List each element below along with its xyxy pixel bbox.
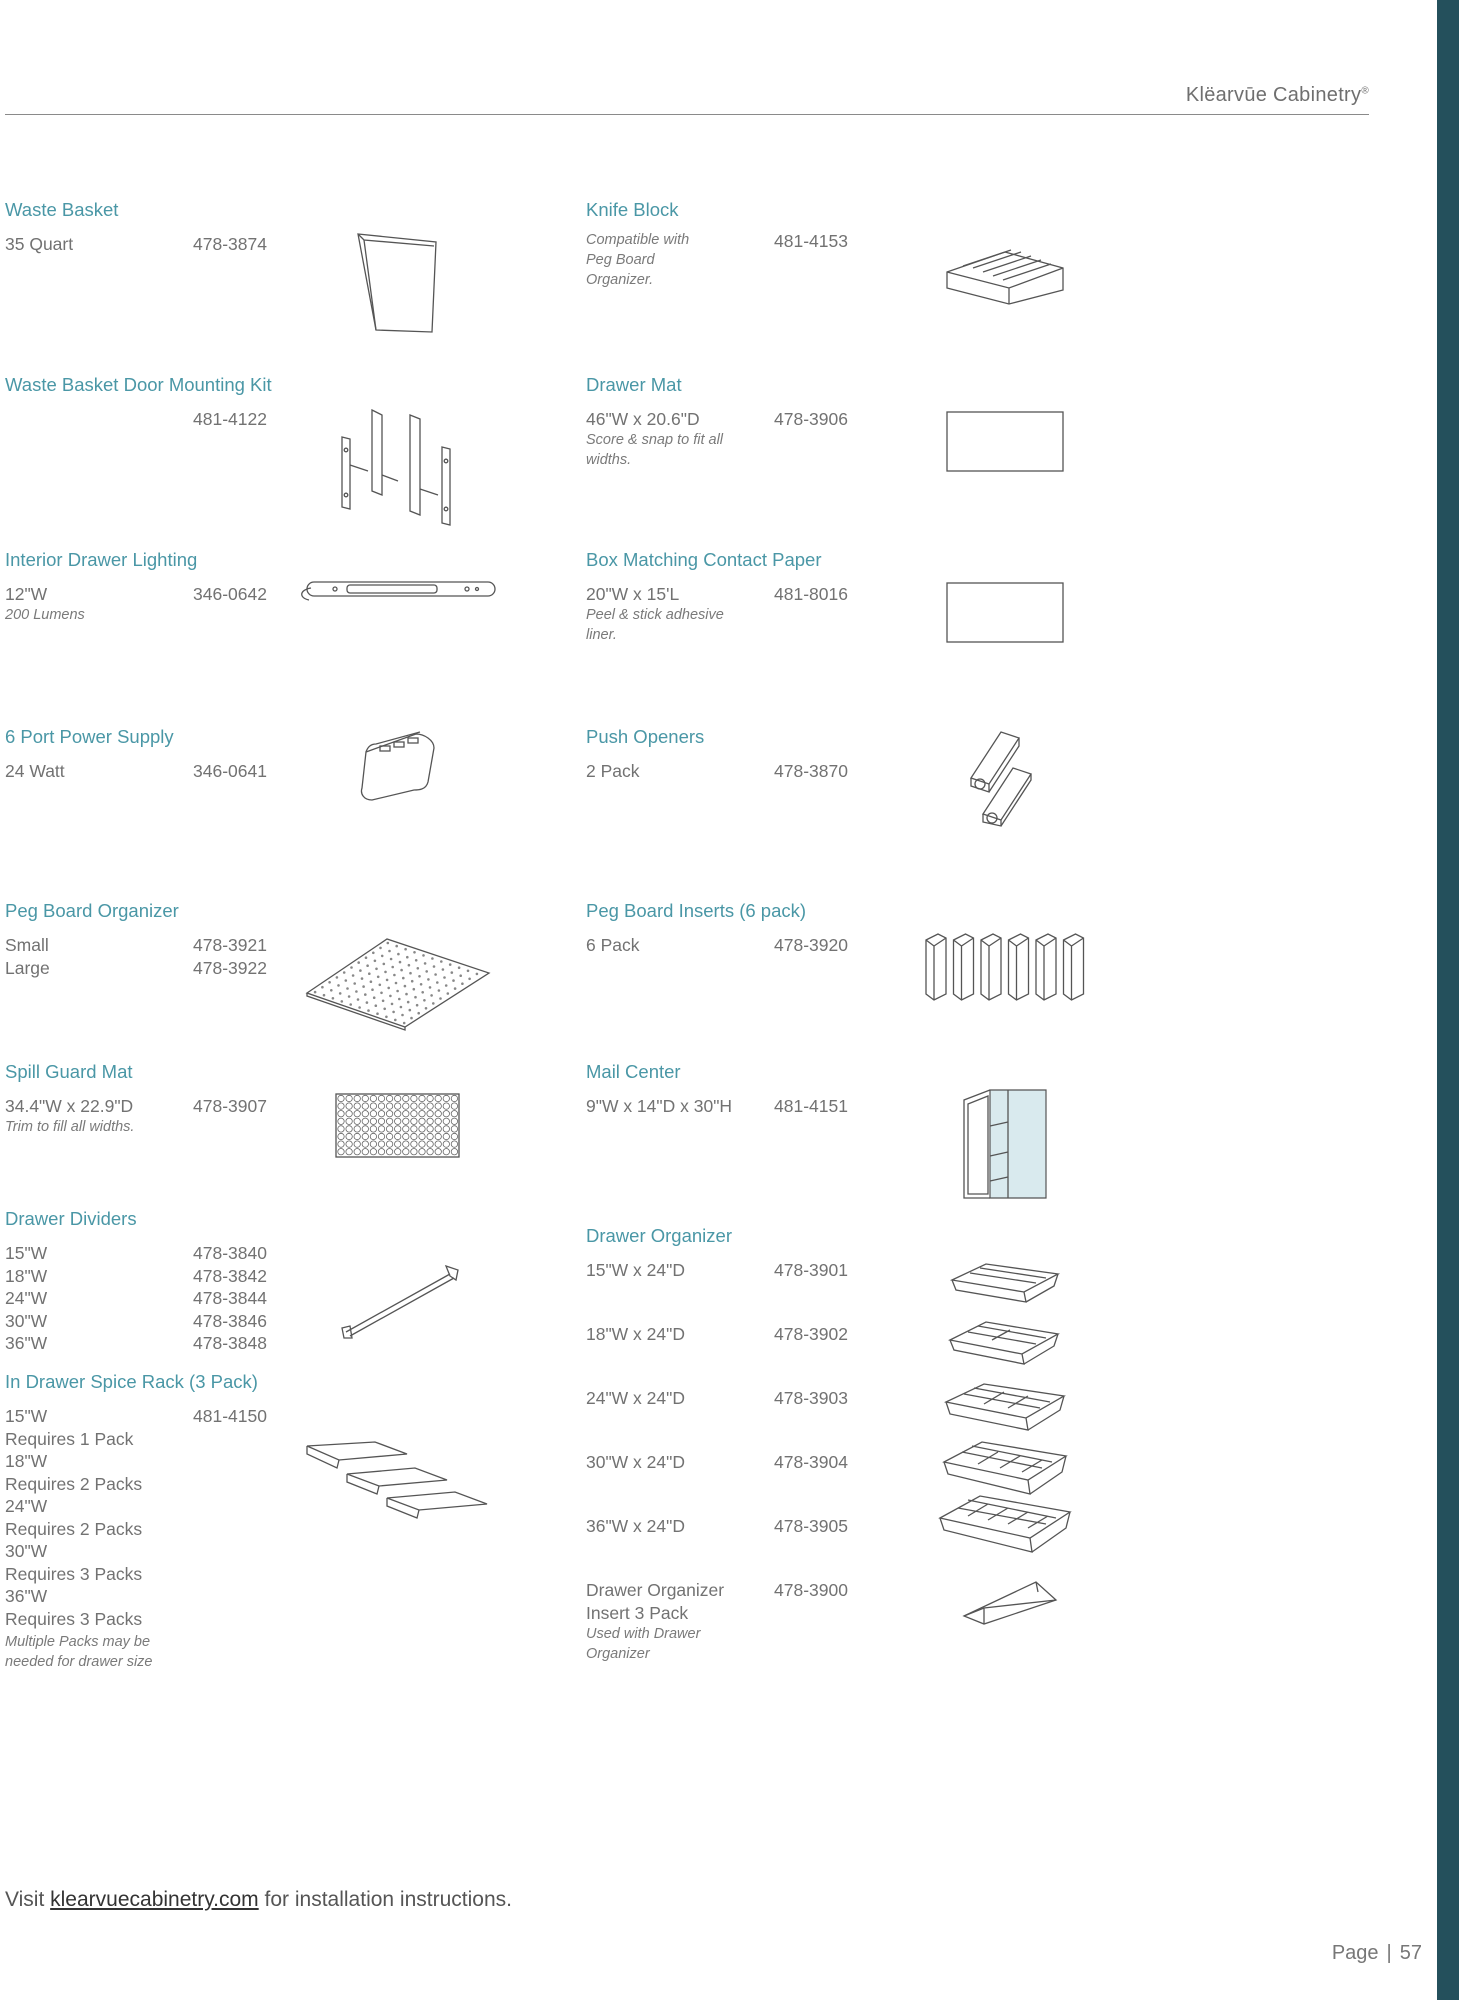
spice-rack-line: Requires 2 Packs — [5, 1473, 143, 1494]
mail-center-image — [962, 1086, 1052, 1201]
spice-rack-line: 24"W — [5, 1496, 48, 1516]
lighting-code: 346-0642 — [193, 584, 267, 604]
organizer-code: 478-3903 — [774, 1388, 848, 1408]
push-openers-image — [955, 728, 1045, 828]
divider-rod-image — [338, 1258, 463, 1340]
organizer-size: 18"W x 24"D — [586, 1324, 685, 1344]
knife-block-title: Knife Block — [586, 199, 679, 220]
spice-rack-title: In Drawer Spice Rack (3 Pack) — [5, 1371, 258, 1392]
pegboard-image — [305, 935, 490, 1030]
spice-rack-line: 15"W — [5, 1406, 48, 1426]
lighting-title: Interior Drawer Lighting — [5, 549, 198, 570]
organizer-code: 478-3904 — [774, 1452, 848, 1472]
drawer-mat-size: 46"W x 20.6"D — [586, 409, 700, 429]
dividers-code: 478-3844 — [193, 1288, 267, 1308]
lighting-note: 200 Lumens — [5, 607, 85, 623]
contact-paper-title: Box Matching Contact Paper — [586, 549, 822, 570]
spice-rack-code: 481-4150 — [193, 1406, 267, 1426]
spill-mat-code: 478-3907 — [193, 1096, 267, 1116]
mail-center-title: Mail Center — [586, 1061, 681, 1082]
mail-center-code: 481-4151 — [774, 1096, 848, 1116]
pegboard-size-large: Large — [5, 958, 50, 978]
organizer-size: 24"W x 24"D — [586, 1388, 685, 1408]
push-openers-code: 478-3870 — [774, 761, 848, 781]
spice-rack-line: 30"W — [5, 1541, 48, 1561]
spice-rack-line: Requires 1 Pack — [5, 1428, 134, 1449]
spice-rack-line: Requires 2 Packs — [5, 1518, 143, 1539]
contact-paper-code: 481-8016 — [774, 584, 848, 604]
spill-mat-size: 34.4"W x 22.9"D — [5, 1096, 134, 1116]
footer-note: Visit klearvuecabinetry.com for installation instructions. — [5, 1888, 512, 1911]
power-supply-image — [358, 730, 438, 805]
dividers-code: 478-3848 — [193, 1333, 267, 1353]
waste-basket-image — [348, 228, 458, 338]
organizer-size: 15"W x 24"D — [586, 1260, 685, 1280]
spill-mat-title: Spill Guard Mat — [5, 1061, 133, 1082]
spice-rack-line: 18"W — [5, 1451, 48, 1471]
drawer-organizer-title: Drawer Organizer — [586, 1225, 732, 1246]
spill-mat-note: Trim to fill all widths. — [5, 1119, 135, 1135]
dividers-size: 18"W — [5, 1265, 48, 1286]
dividers-code: 478-3846 — [193, 1310, 267, 1331]
drawer-organizer-image — [950, 1258, 1060, 1304]
mail-center-size: 9"W x 14"D x 30"H — [586, 1096, 733, 1116]
spice-rack-note: Multiple Packs may be needed for drawer size — [5, 1634, 153, 1670]
power-supply-title: 6 Port Power Supply — [5, 726, 174, 747]
organizer-code: 478-3905 — [774, 1516, 848, 1536]
drawer-organizer-image — [948, 1316, 1060, 1366]
mounting-kit-image — [338, 405, 463, 530]
organizer-code: 478-3901 — [774, 1260, 848, 1280]
organizer-insert-line2: Insert 3 Pack — [586, 1602, 689, 1623]
knife-block-image — [945, 238, 1065, 308]
contact-paper-image — [946, 582, 1064, 644]
spice-rack-line: Requires 3 Packs — [5, 1608, 143, 1629]
organizer-insert-line1: Drawer Organizer — [586, 1580, 725, 1600]
spill-mat-image — [335, 1093, 460, 1158]
contact-paper-size: 20"W x 15'L — [586, 584, 680, 604]
organizer-size: 36"W x 24"D — [586, 1516, 685, 1536]
drawer-mat-code: 478-3906 — [774, 409, 848, 429]
dividers-size: 30"W — [5, 1310, 48, 1331]
organizer-insert-image — [960, 1578, 1060, 1626]
spice-rack-image — [305, 1440, 490, 1520]
peg-inserts-size: 6 Pack — [586, 935, 640, 955]
peg-inserts-code: 478-3920 — [774, 935, 848, 955]
power-supply-size: 24 Watt — [5, 761, 65, 781]
drawer-organizer-image — [944, 1378, 1066, 1432]
pegboard-code-large: 478-3922 — [193, 958, 267, 978]
dividers-title: Drawer Dividers — [5, 1208, 137, 1229]
website-link[interactable]: klearvuecabinetry.com — [50, 1888, 259, 1911]
dividers-code: 478-3842 — [193, 1265, 267, 1286]
pegboard-code-small: 478-3921 — [193, 935, 267, 955]
brand-name: Klëarvūe Cabinetry® — [1185, 84, 1369, 106]
contact-paper-note: Peel & stick adhesive liner. — [586, 607, 724, 643]
push-openers-size: 2 Pack — [586, 761, 640, 781]
knife-block-note: Compatible with Peg Board Organizer. — [586, 232, 690, 288]
drawer-mat-title: Drawer Mat — [586, 374, 682, 395]
page-number: Page | 57 — [1331, 1942, 1422, 1964]
dividers-size: 15"W — [5, 1243, 48, 1263]
drawer-organizer-image — [942, 1436, 1068, 1496]
sidebar-accent-bar — [1437, 0, 1459, 2000]
organizer-code: 478-3902 — [774, 1324, 848, 1344]
organizer-insert-note: Used with Drawer Organizer — [586, 1626, 701, 1662]
mounting-kit-code: 481-4122 — [193, 409, 267, 429]
dividers-code: 478-3840 — [193, 1243, 267, 1263]
waste-basket-size: 35 Quart — [5, 234, 74, 254]
power-supply-code: 346-0641 — [193, 761, 267, 781]
pegboard-size-small: Small — [5, 935, 49, 955]
peg-inserts-title: Peg Board Inserts (6 pack) — [586, 900, 807, 921]
dividers-size: 24"W — [5, 1288, 48, 1308]
knife-block-code: 481-4153 — [774, 231, 848, 251]
push-openers-title: Push Openers — [586, 726, 705, 747]
pegboard-title: Peg Board Organizer — [5, 900, 179, 921]
mounting-kit-title: Waste Basket Door Mounting Kit — [5, 374, 272, 395]
waste-basket-code: 478-3874 — [193, 234, 267, 254]
peg-inserts-image — [922, 932, 1087, 1002]
drawer-mat-note: Score & snap to fit all widths. — [586, 432, 724, 468]
lighting-size: 12"W — [5, 584, 48, 604]
drawer-light-image — [297, 578, 499, 608]
organizer-size: 30"W x 24"D — [586, 1452, 685, 1472]
waste-basket-title: Waste Basket — [5, 199, 119, 220]
header-rule — [5, 114, 1369, 115]
dividers-size: 36"W — [5, 1333, 48, 1353]
drawer-mat-image — [946, 411, 1064, 473]
spice-rack-line: Requires 3 Packs — [5, 1563, 143, 1584]
spice-rack-line: 36"W — [5, 1586, 48, 1606]
organizer-insert-code: 478-3900 — [774, 1580, 848, 1600]
drawer-organizer-image — [938, 1490, 1072, 1554]
